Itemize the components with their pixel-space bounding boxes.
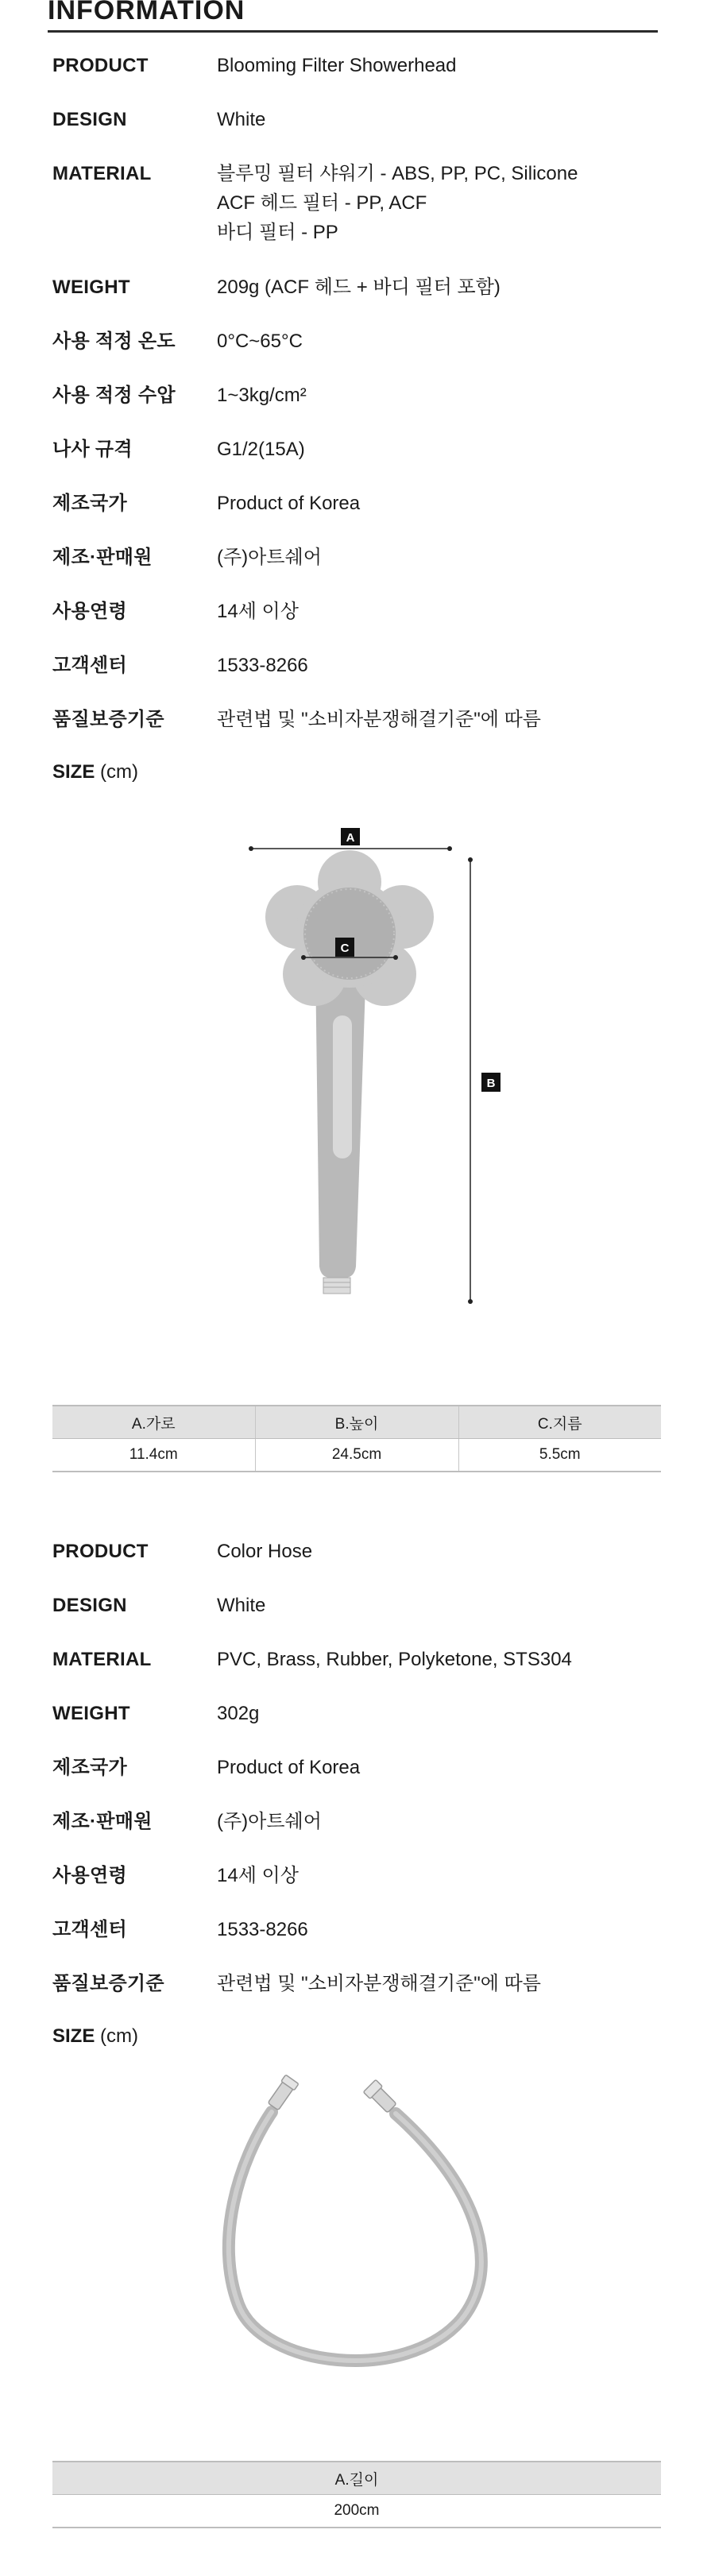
dimension-dot (468, 1299, 473, 1304)
table-header-row (52, 1406, 661, 1439)
spec-value: 1533-8266 (217, 1919, 308, 1940)
dimension-dot (447, 846, 452, 851)
spec-value: 302g (217, 1703, 260, 1724)
showerhead-diagram (222, 818, 508, 1343)
size-label: SIZE (52, 2025, 95, 2047)
spec-key: PRODUCT (52, 55, 149, 76)
spec-key: 제조·판매원 (52, 547, 153, 568)
spec-value: White (217, 109, 266, 130)
spec-value: 14세 이상 (217, 601, 299, 622)
table-header-cell: A.길이 (52, 2462, 661, 2495)
hose-illustration (207, 2066, 508, 2408)
dimension-dot (468, 857, 473, 862)
table-cell: 5.5cm (458, 1439, 661, 1472)
spec-key: DESIGN (52, 109, 127, 130)
table-header-row (52, 2462, 661, 2495)
size-table (52, 2461, 661, 2528)
spec-key: 사용 적정 온도 (52, 331, 176, 352)
dimension-dot (249, 846, 253, 851)
label-c: C (340, 942, 350, 955)
size-table (52, 1405, 661, 1472)
spec-value-line: 바디 필터 - PP (217, 222, 338, 243)
dimension-dot (393, 955, 398, 960)
spec-value: 관련법 및 "소비자분쟁해결기준"에 따름 (217, 1973, 541, 1994)
spec-key: WEIGHT (52, 1703, 130, 1724)
spec-value-line: 블루밍 필터 샤워기 - ABS, PP, PC, Silicone (217, 163, 578, 184)
table-cell: 11.4cm (52, 1439, 255, 1472)
spec-key: 사용연령 (52, 601, 127, 622)
spec-value: 14세 이상 (217, 1865, 299, 1886)
spec-key: DESIGN (52, 1595, 127, 1616)
header-divider (48, 30, 658, 33)
spec-value: G1/2(15A) (217, 439, 305, 460)
section-title: INFORMATION (48, 0, 245, 25)
size-heading (52, 2025, 138, 2048)
table-cell: 200cm (52, 2495, 661, 2528)
hose-left-fitting (267, 2075, 299, 2111)
spec-value: 0°C~65°C (217, 331, 303, 352)
flower-showerhead (265, 850, 434, 1006)
spec-value: PVC, Brass, Rubber, Polyketone, STS304 (217, 1649, 572, 1670)
hose (229, 2112, 481, 2361)
spec-key: 제조국가 (52, 1757, 127, 1778)
size-unit: (cm) (100, 761, 138, 783)
spec-value: 관련법 및 "소비자분쟁해결기준"에 따름 (217, 709, 541, 730)
spec-value: Product of Korea (217, 493, 361, 514)
spec-value: Color Hose (217, 1541, 313, 1562)
spec-value: 1~3kg/cm² (217, 385, 307, 406)
spec-value: White (217, 1595, 266, 1616)
spec-key: 제조·판매원 (52, 1811, 153, 1832)
table-row (52, 2495, 661, 2528)
showerhead-handle (315, 961, 366, 1294)
spec-value: Blooming Filter Showerhead (217, 55, 457, 76)
label-b: B (486, 1077, 496, 1090)
table-row (52, 1439, 661, 1472)
table-header-cell: B.높이 (255, 1406, 458, 1439)
table-header-cell: C.지름 (458, 1406, 661, 1439)
spec-key: 나사 규격 (52, 439, 133, 460)
size-unit: (cm) (100, 2025, 138, 2047)
spec-key: 고객센터 (52, 655, 127, 676)
table-cell: 24.5cm (255, 1439, 458, 1472)
spec-value: (주)아트쉐어 (217, 547, 322, 568)
spec-value: 1533-8266 (217, 655, 308, 676)
dimension-dot (301, 955, 306, 960)
spec-key: 제조국가 (52, 493, 127, 514)
spec-key: 고객센터 (52, 1919, 127, 1940)
label-a: A (346, 831, 355, 845)
spec-key: MATERIAL (52, 163, 152, 184)
size-heading (52, 761, 138, 783)
spec-value-line: ACF 헤드 필터 - PP, ACF (217, 192, 427, 214)
spec-key: 사용 적정 수압 (52, 385, 176, 406)
spec-key: MATERIAL (52, 1649, 152, 1670)
spec-key: PRODUCT (52, 1541, 149, 1562)
spec-key: 사용연령 (52, 1865, 127, 1886)
size-label: SIZE (52, 761, 95, 783)
spec-value: Product of Korea (217, 1757, 361, 1778)
spec-value: (주)아트쉐어 (217, 1811, 322, 1832)
spec-key: 품질보증기준 (52, 709, 164, 730)
spec-value: 209g (ACF 헤드 + 바디 필터 포함) (217, 277, 500, 298)
spec-key: 품질보증기준 (52, 1973, 164, 1994)
spec-key: WEIGHT (52, 277, 130, 298)
table-header-cell: A.가로 (52, 1406, 255, 1439)
